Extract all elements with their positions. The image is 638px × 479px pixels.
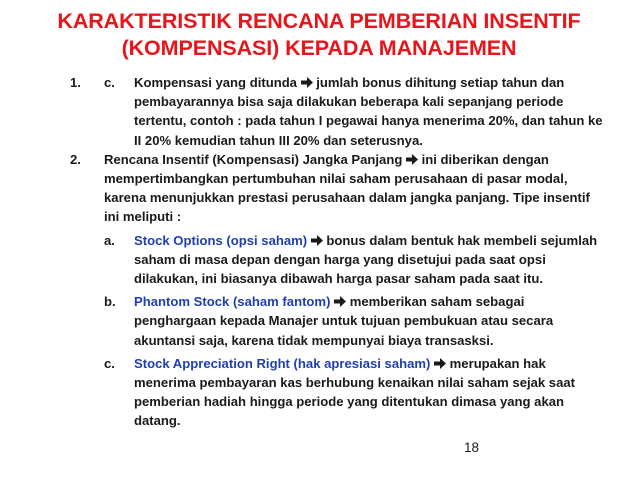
subitem-marker: c. bbox=[104, 355, 115, 371]
right-arrow-icon bbox=[311, 235, 323, 246]
item-number: 2. bbox=[70, 151, 81, 167]
subitem-text bbox=[134, 354, 604, 431]
subitem-term: Stock Options (opsi saham) bbox=[134, 232, 308, 248]
right-arrow-icon bbox=[301, 77, 313, 88]
subitem-c bbox=[0, 354, 638, 431]
subitem-text bbox=[134, 292, 604, 350]
subitem-marker: a. bbox=[104, 232, 115, 248]
right-arrow-icon bbox=[406, 154, 418, 165]
list-item-2 bbox=[0, 150, 638, 227]
page-number: 18 bbox=[464, 440, 480, 455]
right-arrow-icon bbox=[434, 358, 446, 369]
item-lead: Kompensasi yang ditunda bbox=[134, 75, 297, 90]
subitem-term: Phantom Stock (saham fantom) bbox=[134, 294, 331, 310]
subitem-b bbox=[0, 292, 638, 350]
right-arrow-icon bbox=[334, 296, 346, 307]
slide-body bbox=[0, 73, 638, 431]
subitem-rest: memberikan saham sebagai penghargaan kepada Manajer untuk tujuan pembukuan atau secara akuntansi saja, karena tidak mempunyai biaya transasksi. bbox=[134, 294, 554, 348]
item-rest: ini diberikan dengan mempertimbangkan pertumbuhan nilai saham perusahaan di pasar modal, karena menunjukkan prestasi perusahaan dalam jangka panjang. Tipe insentif ini meliputi : bbox=[104, 151, 590, 225]
item-lead: Rencana Insentif (Kompensasi) Jangka Panjang bbox=[104, 151, 403, 167]
title-line-1: KARAKTERISTIK RENCANA PEMBERIAN INSENTIF bbox=[57, 9, 581, 33]
item-rest: jumlah bonus dihitung setiap tahun dan pembayarannya bisa saja dilakukan beberapa kali sepanjang periode tertentu, contoh : pada tahun I pegawai hanya menerima 20%, dan tahun ke II 20% kemudian tahun III 20% dan seterusnya. bbox=[134, 75, 603, 148]
item-text bbox=[104, 150, 604, 227]
title-line-2: (KOMPENSASI) KEPADA MANAJEMEN bbox=[121, 36, 517, 60]
subitem-marker: b. bbox=[104, 294, 116, 310]
subitem-text bbox=[134, 231, 604, 289]
subitem-rest: merupakan hak menerima pembayaran kas berhubung kenaikan nilai saham sejak saat pemberian hadiah hingga periode yang ditentukan dimasa yang akan datang. bbox=[134, 355, 576, 429]
subitem-term: Stock Appreciation Right (hak apresiasi saham) bbox=[134, 355, 431, 371]
item-marker: c. bbox=[104, 75, 115, 90]
list-item-1 bbox=[0, 73, 638, 150]
item-text bbox=[134, 73, 604, 150]
slide-title bbox=[0, 8, 638, 62]
subitem-a bbox=[0, 231, 638, 289]
subitem-rest: bonus dalam bentuk hak membeli sejumlah saham di masa depan dengan harga yang disetujui pada saat opsi dilakukan, ini biasanya dibawah harga pasar saham pada saat itu. bbox=[134, 232, 598, 287]
item-number: 1. bbox=[70, 75, 81, 90]
